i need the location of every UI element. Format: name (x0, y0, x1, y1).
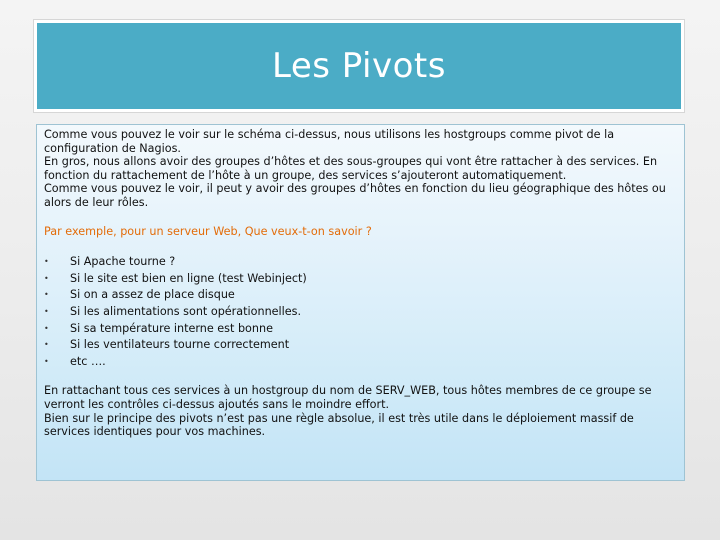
intro-paragraph (44, 128, 678, 210)
closing-line: verront les contrôles ci-dessus ajoutés sans le moindre effort. (44, 397, 390, 411)
list-item (44, 287, 678, 304)
list-item (44, 354, 678, 371)
list-item-text: etc …. (70, 354, 106, 368)
list-item-text: Si Apache tourne ? (70, 255, 176, 269)
list-item (44, 304, 678, 321)
bullet-icon: • (44, 273, 49, 283)
slide-title: Les Pivots (272, 46, 446, 86)
bullet-list (44, 254, 678, 370)
list-item-text: Si on a assez de place disque (70, 288, 235, 302)
list-item (44, 254, 678, 271)
closing-line: services identiques pour vos machines. (44, 425, 266, 439)
list-item (44, 271, 678, 288)
example-heading: Par exemple, pour un serveur Web, Que veux-t-on savoir ? (44, 224, 372, 238)
bullet-icon: • (44, 340, 49, 350)
intro-line: En gros, nous allons avoir des groupes d’hôtes et des sous-groupes qui vont être rattacher à des services. En (44, 155, 658, 169)
title-banner (34, 20, 684, 112)
list-item-text: Si les alimentations sont opérationnelles. (70, 304, 302, 318)
content-panel (36, 124, 685, 481)
list-item-text: Si sa température interne est bonne (70, 321, 273, 335)
closing-line: En rattachant tous ces services à un hostgroup du nom de SERV_WEB, tous hôtes membres de ce groupe se (44, 384, 652, 398)
closing-line: Bien sur le principe des pivots n’est pas une règle absolue, il est très utile dans le déploiement massif de (44, 411, 634, 425)
intro-line: Comme vous pouvez le voir sur le schéma ci-dessus, nous utilisons les hostgroups comme pivot de la (44, 128, 615, 141)
intro-line: alors de leur rôles. (44, 195, 149, 209)
list-item-text: Si le site est bien en ligne (test Webinject) (70, 271, 307, 285)
list-item (44, 337, 678, 354)
bullet-icon: • (44, 356, 49, 366)
intro-line: configuration de Nagios. (44, 141, 181, 155)
intro-line: fonction du rattachement de l’hôte à un groupe, des services s’ajouteront automatiquement. (44, 168, 567, 182)
list-item-text: Si les ventilateurs tourne correctement (70, 338, 290, 352)
bullet-icon: • (44, 323, 49, 333)
bullet-icon: • (44, 306, 49, 316)
closing-paragraph (44, 384, 678, 438)
bullet-icon: • (44, 290, 49, 300)
list-item (44, 321, 678, 338)
intro-line: Comme vous pouvez le voir, il peut y avoir des groupes d’hôtes en fonction du lieu géographique des hôtes ou (44, 182, 666, 196)
bullet-icon: • (44, 257, 49, 267)
